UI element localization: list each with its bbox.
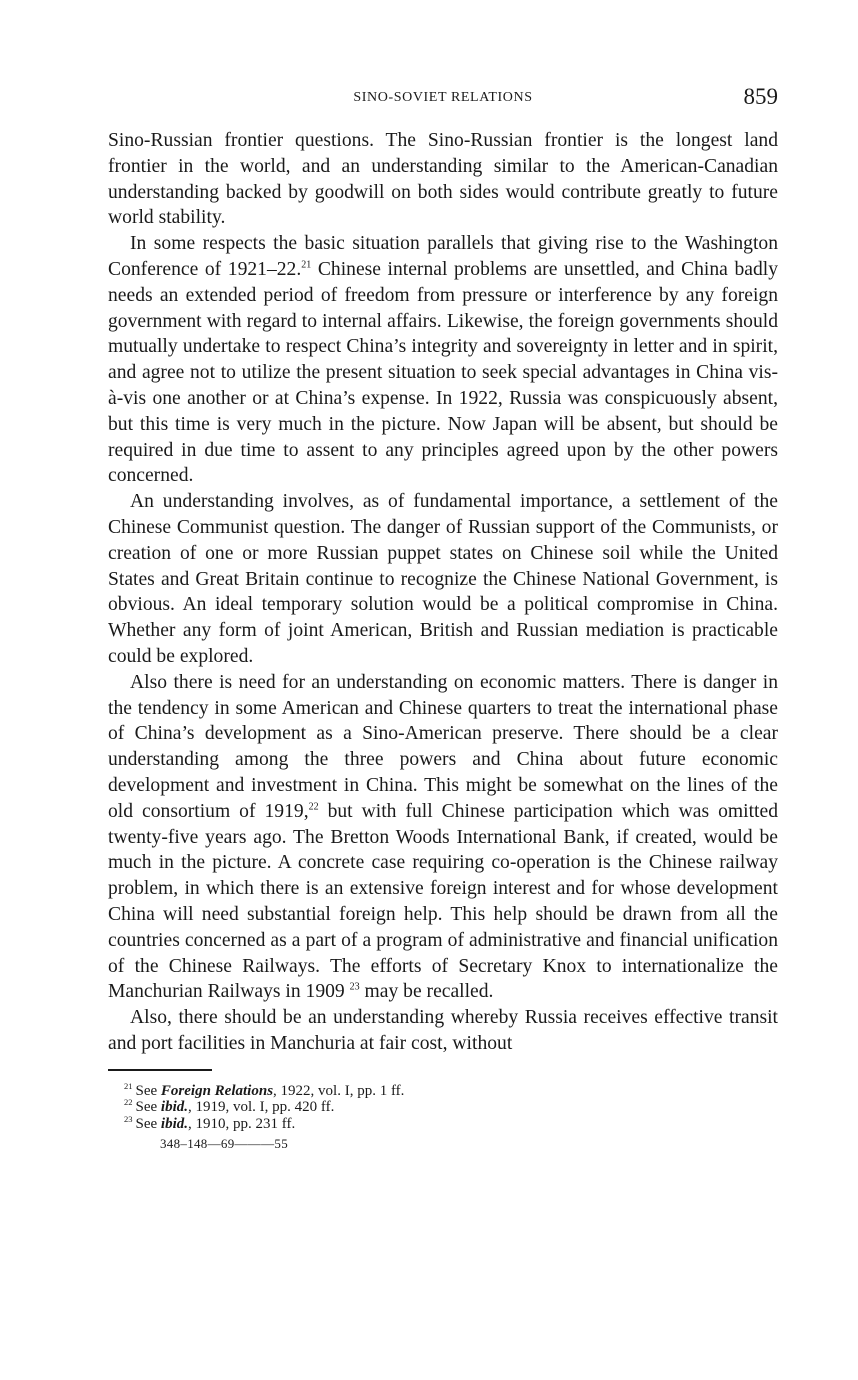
footnote-source: ibid. bbox=[160, 1115, 189, 1132]
footnote-source: Foreign Relations bbox=[160, 1082, 274, 1099]
footnote-source: ibid. bbox=[160, 1099, 189, 1116]
paragraph bbox=[108, 670, 778, 1005]
running-head bbox=[108, 84, 778, 114]
footnote-citation: , 1922, vol. I, pp. 1 ff. bbox=[273, 1082, 405, 1099]
footnote-reference: 22 bbox=[308, 801, 319, 813]
footnote-number: 22 bbox=[124, 1097, 133, 1108]
footnote bbox=[124, 1113, 778, 1133]
paragraph-text: Also, there should be an understanding whereby Russia receives effective transit and port facilities in Manchuria at fair cost, without bbox=[108, 1007, 778, 1054]
body-text bbox=[108, 128, 778, 1057]
footnote-reference: 21 bbox=[301, 259, 312, 271]
footnote-lead: See bbox=[135, 1115, 161, 1132]
footnote bbox=[124, 1099, 778, 1116]
paragraph bbox=[108, 231, 778, 489]
paragraph-text: may be recalled. bbox=[359, 981, 494, 1003]
footnote-lead: See bbox=[135, 1099, 161, 1116]
paragraph-text: In some respects the basic situation parallels that giving rise to the Washington Conference of 1921–22. bbox=[108, 233, 778, 280]
footnote-rule bbox=[108, 1069, 212, 1071]
footnotes bbox=[108, 1080, 778, 1133]
footnote-lead: See bbox=[135, 1082, 161, 1099]
print-code: 348–148—69———55 bbox=[160, 1136, 288, 1152]
footnote-number: 21 bbox=[124, 1080, 133, 1091]
page-number: 859 bbox=[743, 84, 778, 109]
paragraph-text: Chinese internal problems are unsettled, and China badly needs an extended period of freedom from pressure or interference by any foreign government with regard to internal affairs. Likewise, the foreign governments should mutually undertake to respect China’s integrity and sovereignty in letter and in spirit, and agree not to utilize the present situation to seek special advantages in China vis-à-vis one another or at China’s expense. In 1922, Russia was conspicuously absent, but this time is very much in the picture. Now Japan will be absent, but should be required in due time to assent to any principles agreed upon by the other powers concerned. bbox=[108, 258, 778, 487]
footnote-citation: , 1919, vol. I, pp. 420 ff. bbox=[188, 1099, 335, 1116]
paragraph-text: Also there is need for an understanding on economic matters. There is danger in the tendency in some American and Chinese quarters to treat the international phase of China’s development as a Sino-American preserve. There should be a clear understanding among the three powers and China about future economic development and investment in China. This might be somewhat on the lines of the old consortium of 1919, bbox=[108, 671, 778, 822]
footnote-number: 23 bbox=[124, 1113, 133, 1124]
footnote-citation: , 1910, pp. 231 ff. bbox=[188, 1115, 296, 1132]
footnote-reference: 23 bbox=[349, 981, 360, 993]
paragraph bbox=[108, 1005, 778, 1057]
running-title: SINO-SOVIET RELATIONS bbox=[353, 90, 533, 105]
page bbox=[108, 84, 778, 1152]
paragraph-text: Sino-Russian frontier questions. The Sino-Russian frontier is the longest land frontier in the world, and an understanding similar to the American-Canadian understanding backed by goodwill on both sides would contribute greatly to future world stability. bbox=[108, 130, 778, 229]
paragraph bbox=[108, 128, 778, 231]
footnote bbox=[124, 1080, 778, 1100]
paragraph bbox=[108, 489, 778, 670]
paragraph-text: but with full Chinese participation which was omitted twenty-five years ago. The Bretton Woods International Bank, if created, would be much in the picture. A concrete case requiring co-operation is the Chinese railway problem, in which there is an extensive foreign interest and for whose development China will need substantial foreign help. This help should be drawn from all the countries concerned as a part of a program of administrative and financial unification of the Chinese Railways. The efforts of Secretary Knox to internationalize the Manchurian Railways in 1909 bbox=[108, 800, 778, 1003]
paragraph-text: An understanding involves, as of fundamental importance, a settlement of the Chinese Communist question. The danger of Russian support of the Communists, or creation of one or more Russian puppet states on Chinese soil while the United States and Great Britain continue to recognize the Chinese National Government, is obvious. An ideal temporary solution would be a political compromise in China. Whether any form of joint American, British and Russian mediation is practicable could be explored. bbox=[108, 491, 778, 667]
